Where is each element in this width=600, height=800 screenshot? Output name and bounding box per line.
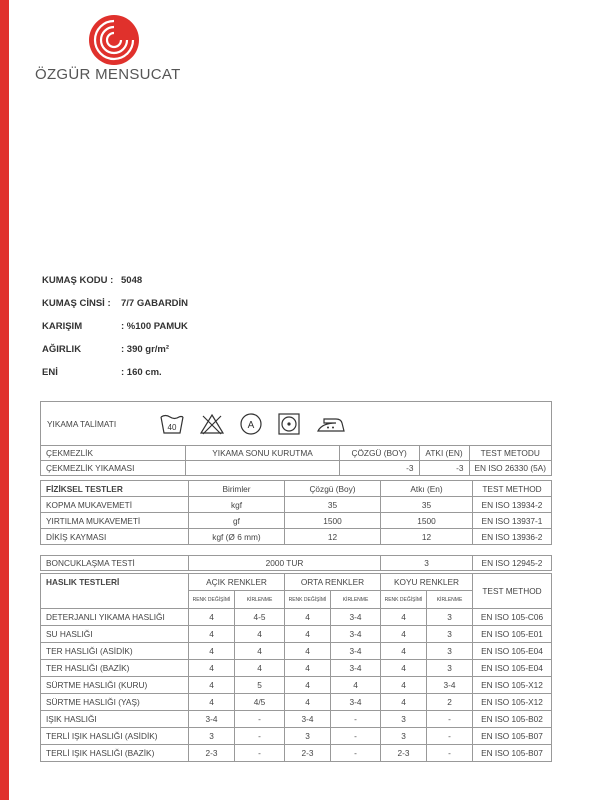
column-header: RENK DEĞİŞİMİ <box>285 591 331 609</box>
fastness-table <box>40 573 552 762</box>
table-cell: - <box>331 745 381 762</box>
fastness-body <box>41 609 552 762</box>
table-cell: IŞIK HASLIĞI <box>41 711 189 728</box>
table-cell: SÜRTME HASLIĞI (YAŞ) <box>41 694 189 711</box>
column-header: Birimler <box>189 481 285 497</box>
table-cell: kgf <box>189 497 285 513</box>
table-cell: - <box>427 728 473 745</box>
table-cell: - <box>427 745 473 762</box>
column-header: TEST METHOD <box>473 574 552 609</box>
table-cell: kgf (Ø 6 mm) <box>189 529 285 545</box>
table-row <box>41 745 552 762</box>
table-cell: 5 <box>235 677 285 694</box>
table-cell: 3-4 <box>331 643 381 660</box>
table-cell: 35 <box>285 497 381 513</box>
table-cell: DİKİŞ KAYMASI <box>41 529 189 545</box>
table-cell: 2-3 <box>381 745 427 762</box>
spec-value: : 160 cm. <box>121 367 162 378</box>
column-header: KİRLENME <box>235 591 285 609</box>
table-cell: 3-4 <box>331 626 381 643</box>
column-header: YIKAMA SONU KURUTMA <box>186 446 339 461</box>
table-row <box>41 643 552 660</box>
table-cell: EN ISO 13937-1 <box>473 513 552 529</box>
table-cell: 3 <box>381 556 473 571</box>
table-cell: 4 <box>331 677 381 694</box>
table-row <box>41 660 552 677</box>
table-cell: 12 <box>285 529 381 545</box>
table-cell: 3-4 <box>331 694 381 711</box>
table-cell: 3 <box>427 643 473 660</box>
table-cell: 4 <box>381 677 427 694</box>
column-header: TEST METHOD <box>473 481 552 497</box>
professional-clean-a-icon <box>239 412 263 436</box>
table-cell: EN ISO 105-B07 <box>473 728 552 745</box>
table-cell: TERLİ IŞIK HASLIĞI (BAZİK) <box>41 745 189 762</box>
iron-medium-icon <box>315 414 347 434</box>
table-cell: 4 <box>189 694 235 711</box>
table-row <box>41 529 552 545</box>
table-cell: 4 <box>189 677 235 694</box>
table-cell: - <box>331 728 381 745</box>
table-cell: 4 <box>285 694 331 711</box>
column-header: KOYU RENKLER <box>381 574 473 591</box>
table-cell: 4 <box>285 626 331 643</box>
table-cell: EN ISO 26330 (5A) <box>469 461 551 476</box>
table-row <box>41 556 552 571</box>
do-not-bleach-icon <box>199 413 225 435</box>
table-cell: 3-4 <box>285 711 331 728</box>
table-row <box>41 711 552 728</box>
column-header: RENK DEĞİŞİMİ <box>381 591 427 609</box>
spec-label: KUMAŞ CİNSİ : <box>42 298 111 309</box>
table-cell: KOPMA MUKAVEMETİ <box>41 497 189 513</box>
column-header: FİZİKSEL TESTLER <box>41 481 189 497</box>
spec-label: AĞIRLIK <box>42 344 82 355</box>
table-cell: TERLİ IŞIK HASLIĞI (ASİDİK) <box>41 728 189 745</box>
table-cell: 4 <box>285 609 331 626</box>
column-header: ATKI (EN) <box>419 446 469 461</box>
column-header: KİRLENME <box>331 591 381 609</box>
table-cell: 4 <box>381 609 427 626</box>
table-cell: 1500 <box>285 513 381 529</box>
table-cell: gf <box>189 513 285 529</box>
table-cell: EN ISO 105-X12 <box>473 677 552 694</box>
table-cell: 35 <box>381 497 473 513</box>
company-logo <box>35 14 200 89</box>
table-cell: TER HASLIĞI (ASİDİK) <box>41 643 189 660</box>
column-header: RENK DEĞİŞİMİ <box>189 591 235 609</box>
table-cell: -3 <box>339 461 419 476</box>
spec-value: : %100 PAMUK <box>121 321 188 332</box>
logo-mark-icon <box>88 14 140 66</box>
table-cell: EN ISO 13936-2 <box>473 529 552 545</box>
table-cell: 3-4 <box>427 677 473 694</box>
table-cell: EN ISO 105-B02 <box>473 711 552 728</box>
table-cell: 4 <box>381 643 427 660</box>
table-cell: 2000 TUR <box>189 556 381 571</box>
table-cell: EN ISO 12945-2 <box>473 556 552 571</box>
wash-40-icon <box>159 413 185 435</box>
column-header: AÇIK RENKLER <box>189 574 285 591</box>
table-cell: - <box>427 711 473 728</box>
brand-name: ÖZGÜR MENSUCAT <box>35 66 181 83</box>
table-row <box>41 677 552 694</box>
washing-header-row <box>41 446 552 461</box>
spec-value: 5048 <box>121 275 143 286</box>
table-cell: 4 <box>285 643 331 660</box>
table-cell: EN ISO 105-E04 <box>473 643 552 660</box>
table-cell: 3-4 <box>189 711 235 728</box>
tumble-dry-icon <box>277 412 301 436</box>
table-cell: 4 <box>189 643 235 660</box>
table-cell: EN ISO 105-E01 <box>473 626 552 643</box>
spec-label: KUMAŞ KODU : <box>42 275 114 286</box>
table-cell: 3 <box>285 728 331 745</box>
table-row <box>41 609 552 626</box>
column-header: ÇÖZGÜ (BOY) <box>339 446 419 461</box>
column-header: HASLIK TESTLERİ <box>41 574 189 609</box>
table-cell: 1500 <box>381 513 473 529</box>
table-cell: 4 <box>381 660 427 677</box>
pilling-table <box>40 555 552 571</box>
table-cell: EN ISO 13934-2 <box>473 497 552 513</box>
table-cell: EN ISO 105-E04 <box>473 660 552 677</box>
column-header: KİRLENME <box>427 591 473 609</box>
red-side-bar <box>0 0 9 800</box>
table-row <box>41 694 552 711</box>
table-row <box>41 626 552 643</box>
table-cell: 3 <box>427 626 473 643</box>
spec-value: 7/7 GABARDİN <box>121 298 189 309</box>
table-row <box>41 461 552 476</box>
column-header: TEST METODU <box>469 446 551 461</box>
table-cell: TER HASLIĞI (BAZİK) <box>41 660 189 677</box>
table-row <box>41 728 552 745</box>
table-cell: 4 <box>189 609 235 626</box>
table-cell: 4 <box>235 626 285 643</box>
table-cell: SU HASLIĞI <box>41 626 189 643</box>
table-cell: 4 <box>189 626 235 643</box>
table-cell: 4/5 <box>235 694 285 711</box>
table-cell: ÇEKMEZLİK YIKAMASI <box>41 461 186 476</box>
wash-temp-label: 40 <box>167 422 177 432</box>
table-cell: EN ISO 105-X12 <box>473 694 552 711</box>
physical-tests-table <box>40 480 552 545</box>
table-cell: 3 <box>189 728 235 745</box>
table-cell: BONCUKLAŞMA TESTİ <box>41 556 189 571</box>
table-cell: YIRTILMA MUKAVEMETİ <box>41 513 189 529</box>
spec-label: ENİ <box>42 367 58 378</box>
table-cell: DETERJANLI YIKAMA HASLIĞI <box>41 609 189 626</box>
dryclean-letter: A <box>247 419 255 431</box>
table-cell: 4 <box>381 694 427 711</box>
table-row <box>41 513 552 529</box>
table-cell: 2-3 <box>189 745 235 762</box>
table-cell: - <box>235 728 285 745</box>
table-cell: 3-4 <box>331 609 381 626</box>
table-cell: 3-4 <box>331 660 381 677</box>
column-header: Çözgü (Boy) <box>285 481 381 497</box>
washing-icons-row <box>41 402 552 446</box>
fastness-header-row <box>41 574 552 591</box>
table-cell: 4-5 <box>235 609 285 626</box>
table-cell: 3 <box>427 609 473 626</box>
washing-table <box>40 401 552 476</box>
spec-label: KARIŞIM <box>42 321 83 332</box>
table-cell: 4 <box>235 660 285 677</box>
table-cell: - <box>331 711 381 728</box>
column-header: Atkı (En) <box>381 481 473 497</box>
table-cell: EN ISO 105-B07 <box>473 745 552 762</box>
table-cell: - <box>235 711 285 728</box>
table-cell: 4 <box>235 643 285 660</box>
table-cell: -3 <box>419 461 469 476</box>
table-cell: 12 <box>381 529 473 545</box>
table-cell: 4 <box>381 626 427 643</box>
table-cell: EN ISO 105-C06 <box>473 609 552 626</box>
table-cell <box>186 461 339 476</box>
table-cell: 2-3 <box>285 745 331 762</box>
table-cell: 3 <box>427 660 473 677</box>
table-row <box>41 497 552 513</box>
table-cell: 2 <box>427 694 473 711</box>
washing-title: YIKAMA TALİMATI <box>47 418 117 429</box>
column-header: ÇEKMEZLİK <box>41 446 186 461</box>
table-cell: 4 <box>189 660 235 677</box>
care-icons <box>131 412 347 436</box>
spec-value: : 390 gr/m² <box>121 344 170 355</box>
table-cell: SÜRTME HASLIĞI (KURU) <box>41 677 189 694</box>
physical-header-row <box>41 481 552 497</box>
table-cell: 3 <box>381 728 427 745</box>
table-cell: 4 <box>285 677 331 694</box>
table-cell: - <box>235 745 285 762</box>
table-cell: 4 <box>285 660 331 677</box>
table-cell: 3 <box>381 711 427 728</box>
column-header: ORTA RENKLER <box>285 574 381 591</box>
